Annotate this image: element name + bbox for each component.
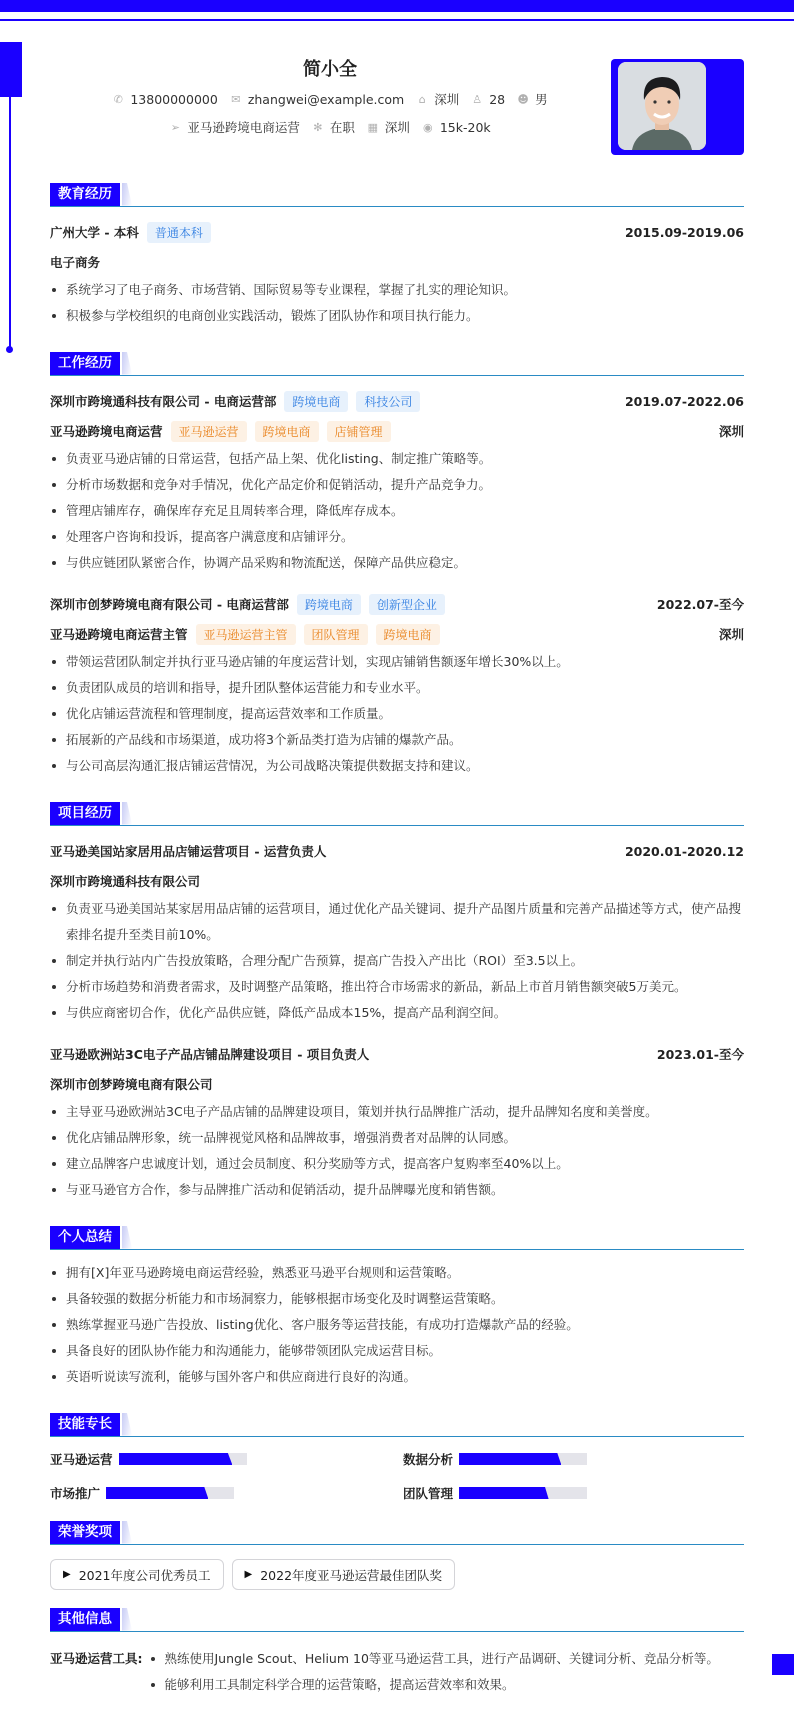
status-icon: ✻ — [313, 120, 323, 134]
skill-bar-fill — [459, 1487, 549, 1499]
bullet-item: 熟练掌握亚马逊广告投放、listing优化、客户服务等运营技能，有成功打造爆款产品的经验。 — [50, 1312, 744, 1338]
left-accent-block — [0, 42, 22, 97]
caret-right-icon: ▶ — [244, 1569, 253, 1580]
bullet-list — [50, 277, 744, 329]
role-tag: 跨境电商 — [255, 421, 319, 442]
company-name: 深圳市创梦跨境电商有限公司 - 电商运营部 — [50, 597, 289, 612]
project-company-row — [50, 1069, 744, 1099]
company-name: 深圳市跨境通科技有限公司 - 电商运营部 — [50, 394, 277, 409]
city: 深圳 — [718, 627, 744, 642]
company-row — [50, 386, 744, 416]
skill-item — [403, 1483, 743, 1503]
bullet-list — [149, 1646, 719, 1698]
other-label: 亚马逊运营工具: — [50, 1651, 143, 1666]
bullet-item: 分析市场数据和竞争对手情况，优化产品定价和促销活动，提升产品竞争力。 — [50, 472, 744, 498]
phone: 13800000000 — [130, 91, 218, 107]
skill-name: 团队管理 — [403, 1486, 454, 1501]
work-entry — [50, 386, 744, 576]
project-company: 深圳市创梦跨境电商有限公司 — [50, 1077, 213, 1092]
role-tag: 亚马逊运营 — [171, 421, 247, 442]
major: 电子商务 — [50, 255, 101, 270]
profile-photo-frame — [611, 59, 744, 155]
bullet-item: 具备良好的团队协作能力和沟通能力，能够带领团队完成运营目标。 — [50, 1338, 744, 1364]
gender-icon: ☻ — [517, 92, 529, 106]
date: 2023.01-至今 — [656, 1047, 744, 1062]
date: 2019.07-2022.06 — [624, 393, 744, 409]
honor-label: 2021年度公司优秀员工 — [78, 1567, 211, 1583]
skill-name: 市场推广 — [50, 1486, 101, 1501]
salary: 15k-20k — [439, 119, 491, 135]
skill-bar-fill — [119, 1453, 233, 1465]
project-company: 深圳市跨境通科技有限公司 — [50, 874, 201, 889]
location: 深圳 — [434, 92, 460, 107]
section-honors — [50, 1521, 744, 1590]
skill-item — [50, 1449, 403, 1469]
company-tag: 跨境电商 — [284, 391, 348, 412]
section-title: 荣誉奖项 — [50, 1521, 120, 1544]
role-tag: 店铺管理 — [327, 421, 391, 442]
project-row — [50, 1039, 744, 1069]
skill-bar — [119, 1453, 247, 1465]
resume-body — [50, 183, 744, 1698]
bullet-list — [50, 649, 744, 779]
company-row — [50, 589, 744, 619]
contact-row — [50, 86, 610, 112]
job-status: 在职 — [329, 120, 355, 135]
bullet-item: 优化店铺品牌形象，统一品牌视觉风格和品牌故事，增强消费者对品牌的认同感。 — [50, 1125, 744, 1151]
bullet-item: 负责亚马逊店铺的日常运营，包括产品上架、优化listing、制定推广策略等。 — [50, 446, 744, 472]
section-title: 技能专长 — [50, 1413, 120, 1436]
section-projects — [50, 802, 744, 1203]
date: 2015.09-2019.06 — [624, 224, 744, 240]
bullet-item: 建立品牌客户忠诚度计划，通过会员制度、积分奖励等方式，提高客户复购率至40%以上。 — [50, 1151, 744, 1177]
role-info — [50, 421, 391, 442]
top-accent-line — [0, 19, 794, 21]
project-row — [50, 836, 744, 866]
company-tag: 科技公司 — [356, 391, 420, 412]
bullet-item: 与亚马逊官方合作，参与品牌推广活动和促销活动，提升品牌曝光度和销售额。 — [50, 1177, 744, 1203]
age-icon: ♙ — [472, 92, 483, 106]
building-icon: ▦ — [367, 120, 379, 134]
skill-item — [50, 1483, 403, 1503]
role-row — [50, 619, 744, 649]
bullet-item: 分析市场趋势和消费者需求，及时调整产品策略，推出符合市场需求的新品，新品上市首月销售额突破5万美元。 — [50, 974, 744, 1000]
section-title: 个人总结 — [50, 1226, 120, 1249]
bullet-item: 具备较强的数据分析能力和市场洞察力，能够根据市场变化及时调整运营策略。 — [50, 1286, 744, 1312]
skill-bar — [459, 1487, 587, 1499]
tag: 普通本科 — [147, 222, 211, 243]
role-row — [50, 416, 744, 446]
right-accent-block — [772, 1654, 794, 1675]
intention-row — [50, 114, 610, 140]
section-other — [50, 1608, 744, 1698]
project-entry — [50, 836, 744, 1026]
skill-bar-fill — [459, 1453, 561, 1465]
bullet-list — [50, 896, 744, 1026]
project-name: 亚马逊欧洲站3C电子产品店铺品牌建设项目 - 项目负责人 — [50, 1047, 370, 1062]
bullet-item: 拓展新的产品线和市场渠道，成功将3个新品类打造为店铺的爆款产品。 — [50, 727, 744, 753]
honor-item[interactable] — [50, 1559, 224, 1590]
resume-header — [50, 56, 610, 140]
target-city: 深圳 — [384, 120, 410, 135]
skill-item — [403, 1449, 743, 1469]
bullet-item: 与公司高层沟通汇报店铺运营情况，为公司战略决策提供数据支持和建议。 — [50, 753, 744, 779]
bullet-item: 主导亚马逊欧洲站3C电子产品店铺的品牌建设项目，策划并执行品牌推广活动，提升品牌知名度和美誉度。 — [50, 1099, 744, 1125]
gender: 男 — [535, 92, 548, 107]
skill-name: 数据分析 — [403, 1452, 454, 1467]
bullet-item: 与供应商密切合作，优化产品供应链，降低产品成本15%，提高产品利润空间。 — [50, 1000, 744, 1026]
top-accent-bar — [0, 0, 794, 12]
profile-photo — [618, 62, 706, 150]
company-info — [50, 594, 445, 615]
candidate-name: 简小全 — [303, 59, 357, 80]
project-entry — [50, 1039, 744, 1203]
section-title: 项目经历 — [50, 802, 120, 825]
age: 28 — [489, 91, 506, 107]
bullet-item: 负责亚马逊美国站某家居用品店铺的运营项目，通过优化产品关键词、提升产品图片质量和完善产品描述等方式，使产品搜索排名提升至类目前10%。 — [50, 896, 744, 948]
target-job: 亚马逊跨境电商运营 — [187, 120, 300, 135]
left-accent-line — [9, 97, 11, 349]
salary-icon: ◉ — [423, 120, 433, 134]
role-tag: 亚马逊运营主管 — [196, 624, 296, 645]
skill-bar — [106, 1487, 234, 1499]
bullet-item: 管理店铺库存，确保库存充足且周转率合理，降低库存成本。 — [50, 498, 744, 524]
skill-bar-fill — [106, 1487, 208, 1499]
role-tag: 团队管理 — [304, 624, 368, 645]
home-icon: ⌂ — [418, 92, 426, 106]
send-icon: ➢ — [170, 120, 180, 134]
bullet-item: 优化店铺运营流程和管理制度，提高运营效率和工作质量。 — [50, 701, 744, 727]
section-title: 工作经历 — [50, 352, 120, 375]
bullet-item: 系统学习了电子商务、市场营销、国际贸易等专业课程，掌握了扎实的理论知识。 — [50, 277, 744, 303]
date: 2022.07-至今 — [656, 597, 744, 612]
section-education — [50, 183, 744, 329]
bullet-list — [50, 446, 744, 576]
left-accent-dot — [6, 346, 13, 353]
bullet-item: 制定并执行站内广告投放策略，合理分配广告预算，提高广告投入产出比（ROI）至3.5以上。 — [50, 948, 744, 974]
bullet-item: 带领运营团队制定并执行亚马逊店铺的年度运营计划，实现店铺销售额逐年增长30%以上。 — [50, 649, 744, 675]
honor-label: 2022年度亚马逊运营最佳团队奖 — [260, 1567, 443, 1583]
bullet-item: 拥有[X]年亚马逊跨境电商运营经验，熟悉亚马逊平台规则和运营策略。 — [50, 1260, 744, 1286]
bullet-list — [50, 1099, 744, 1203]
project-name: 亚马逊美国站家居用品店铺运营项目 - 运营负责人 — [50, 844, 327, 859]
bullet-item: 能够利用工具制定科学合理的运营策略，提高运营效率和效果。 — [149, 1672, 719, 1698]
role-info — [50, 624, 440, 645]
work-entry — [50, 589, 744, 779]
company-info — [50, 391, 420, 412]
date: 2020.01-2020.12 — [624, 843, 744, 859]
company-tag: 创新型企业 — [369, 594, 445, 615]
project-company-row — [50, 866, 744, 896]
bullet-item: 积极参与学校组织的电商创业实践活动，锻炼了团队协作和项目执行能力。 — [50, 303, 744, 329]
role-tag: 跨境电商 — [376, 624, 440, 645]
school: 广州大学 - 本科 — [50, 225, 139, 240]
section-title: 其他信息 — [50, 1608, 120, 1631]
role-name: 亚马逊跨境电商运营 — [50, 424, 163, 439]
email: zhangwei@example.com — [247, 91, 405, 107]
skill-bar — [459, 1453, 587, 1465]
section-title: 教育经历 — [50, 183, 120, 206]
section-work — [50, 352, 744, 779]
section-skills — [50, 1413, 744, 1503]
bullet-item: 与供应链团队紧密合作，协调产品采购和物流配送，保障产品供应稳定。 — [50, 550, 744, 576]
phone-icon: ✆ — [113, 92, 123, 106]
honor-item[interactable] — [232, 1559, 456, 1590]
bullet-list — [50, 1260, 744, 1390]
bullet-item: 熟练使用Jungle Scout、Helium 10等亚马逊运营工具，进行产品调研、关键词分析、竞品分析等。 — [149, 1646, 719, 1672]
skill-name: 亚马逊运营 — [50, 1452, 113, 1467]
caret-right-icon: ▶ — [63, 1569, 71, 1580]
company-tag: 跨境电商 — [297, 594, 361, 615]
bullet-item: 处理客户咨询和投诉，提高客户满意度和店铺评分。 — [50, 524, 744, 550]
mail-icon: ✉ — [231, 92, 241, 106]
role-name: 亚马逊跨境电商运营主管 — [50, 627, 188, 642]
bullet-item: 英语听说读写流利，能够与国外客户和供应商进行良好的沟通。 — [50, 1364, 744, 1390]
city: 深圳 — [718, 424, 744, 439]
bullet-item: 负责团队成员的培训和指导，提升团队整体运营能力和专业水平。 — [50, 675, 744, 701]
section-summary — [50, 1226, 744, 1390]
